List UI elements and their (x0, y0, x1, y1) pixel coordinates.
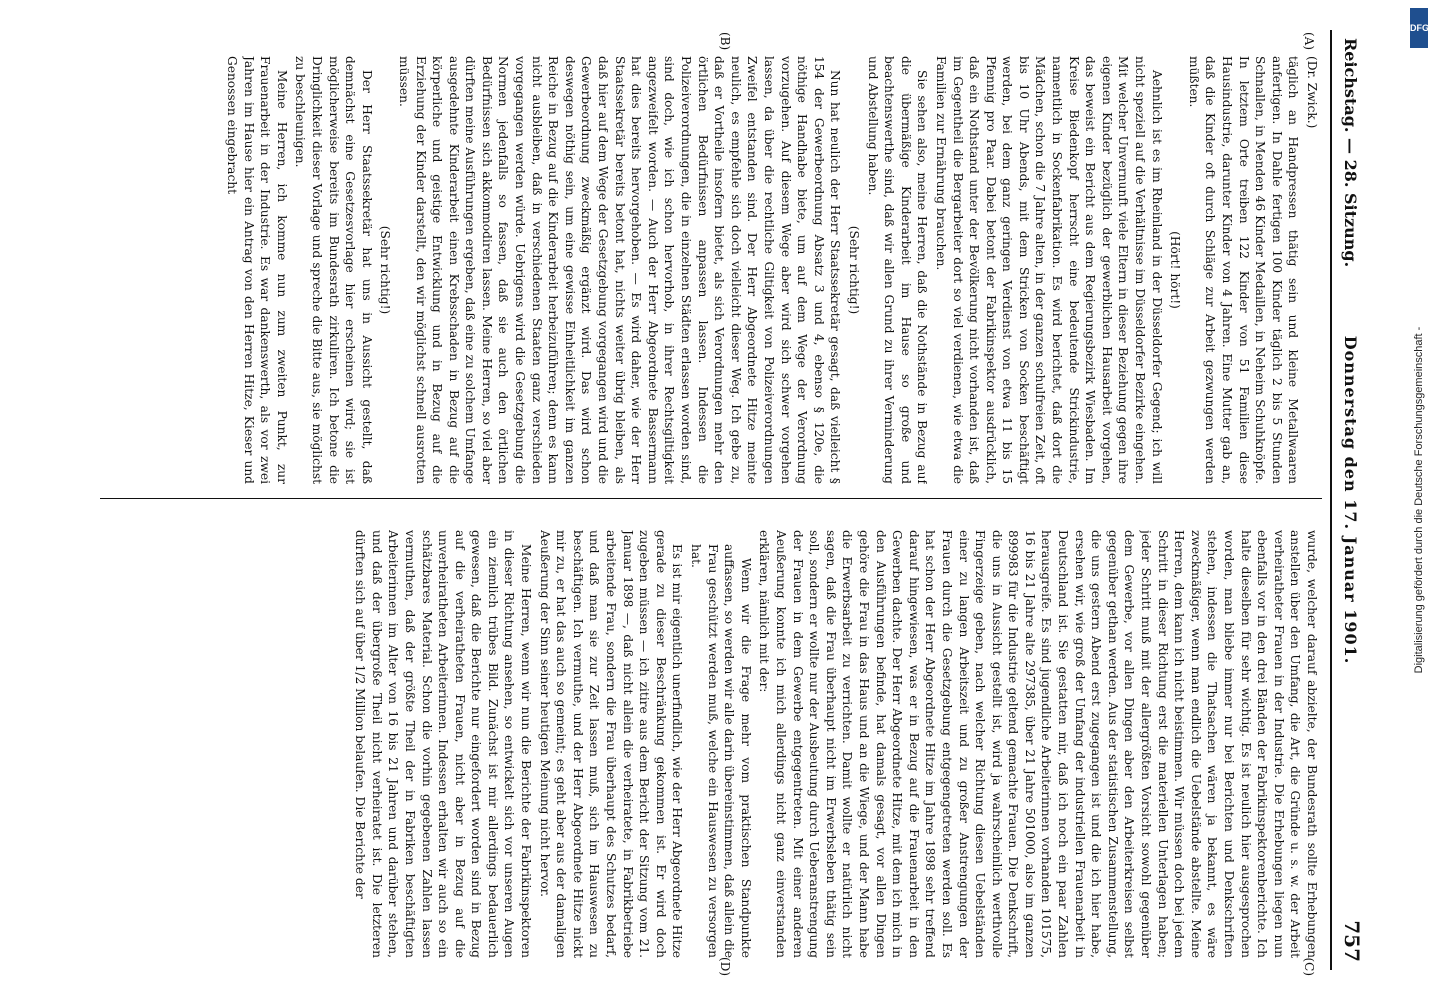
marker-a: (A) (1302, 32, 1316, 51)
running-header (1334, 30, 1364, 970)
paragraph: täglich an Handpressen thätig sein und kleine Metallwaaren anfertigen. In Dahle fertigen 100 Kinder täglich 2 bis 5 Stunden Schnallen, in Menden 46 Kinder Medaillen, in Neheim Schuhknöpfe. In letztem Orte treiben 122 Kinder von 51 Familien diese Hausindustrie, darunter Kinder von 4 Jahren. Eine Mutter gab an, daß die Kinder oft durch Schläge zur Arbeit gezwungen werden müßten. (1186, 56, 1301, 484)
paragraph: Nun hat neulich der Herr Staatssekretär gesagt, daß vielleicht § 154 der Gewerbeordnung Absatz 3 und 4, ebenso § 120e, die nöthige Handhabe biete, um auf dem Wege der Verordnung vorzugehen. Auf diesem Wege aber wird sich schwer vorgehen lassen, da über die rechtliche Giltigkeit von Polizeiverordnungen Zweifel entstanden sind. Der Herr Abgeordnete Hitze meinte neulich, es empfehle sich doch vielleicht dieser Weg. Ich gebe zu, daß er Vortheile insofern bietet, als sich Verordnungen mehr den örtlichen Bedürfnissen anpassen lassen. Indessen die Polizeiverordnungen, die in einzelnen Städten erlassen worden sind, sind doch, wie ich schon hervorhob, in ihrer Rechtsgiltigkeit angezweifelt worden. — Auch der Herr Abgeordnete Bassermann hat dies bereits hervorgehoben. — Es wird daher, wie der Herr Staatssekretär bereits betont hat, nichts weiter übrig bleiben, als daß hier auf dem Wege der Gesetzgebung vorgegangen wird und die Gewerbeordnung zweckmäßig ergänzt wird. Das wird schon deswegen nöthig sein, um eine gewisse Einheitlichkeit im ganzen Reiche in Bezug auf die Kinderarbeit herbeizuführen; denn es kann nicht ausbleiben, daß in verschiedenen Staaten ganz verschieden vorgegangen werden würde. Uebrigens wird die Gesetzgebung die Normen jedenfalls so fassen, daß sie auch den örtlichen Bedürfnissen sich akkommodiren lassen. Meine Herren, so viel aber dürften meine Ausführungen ergeben, daß eine zu solchem Umfange ausgedehnte Kinderarbeit einen Krebsschaden in Bezug auf die körperliche und geistige Entwicklung und in Bezug auf die Erziehung der Kinder darstellt, den wir möglichst schnell ausrotten müssen. (396, 56, 843, 484)
dfg-logo: DFG (1410, 8, 1428, 48)
left-column (100, 56, 1320, 484)
paragraph: Meine Herren, ich komme nun zum zweiten Punkt, zur Frauenarbeit in der Industrie. Es war dankenswerth, als vor zwei Jahren im Hause hier ein Antrag von den Herren Hitze, Kieser und Genossen eingebracht (225, 56, 289, 484)
page-number: 757 (1340, 920, 1364, 962)
interjection: (Hört! hört!) (1168, 231, 1183, 309)
marker-b: (B) (718, 32, 732, 51)
column-separator (100, 498, 1322, 499)
paragraph: wurde, welcher darauf abzielte, der Bundesrath sollte Erhebungen anstellen über den Umfang, die Art, die Gründe u. s. w. der Arbeit verheiratheter Frauen in der Industrie. Die Erhebungen liegen nun ebenfalls vor in den drei Bänden der Fabrikinspektorenberichte. Ich halte dieselben für sehr wichtig. Es ist neulich hier ausgesprochen worden, man bliebe immer nur bei Berichten und Denkschriften stehen, indessen die Thatsachen wären ja bekannt, es wäre zweckmäßiger, wenn man endlich die Uebelstände abstellte. Meine Herren, dem kann ich nicht beistimmen. Wir müssen doch bei jedem Schritt in dieser Richtung erst die materiellen Unterlagen haben; jeder Schritt muß mit der allergrößten Vorsicht sowohl gegenüber dem Gewerbe, vor allen Dingen aber den Arbeiterkreisen selbst gegenüber gethan werden. Aus der statistischen Zusammenstellung, die uns gestern Abend erst zugegangen ist und die ich hier habe, ersehen wir, wie groß der Umfang der industriellen Frauenarbeit in Deutschland ist. Sie gestatten mir, daß ich noch ein paar Zahlen herausgreife. Es sind jugendliche Arbeiterinnen vorhanden 101575, 16 bis 21 Jahre alte 297385, über 21 Jahre 501000, also im ganzen 899983 für die Industrie geltend gemachte Frauen. Die Denkschrift, die uns in Aussicht gestellt ist, wird ja wahrscheinlich werthvolle Fingerzeige geben, nach welcher Richtung diesen Uebelständen einer zu langen Arbeitszeit und zu großer Anstrengungen der Frauen durch die Gesetzgebung entgegengetreten werden soll. Es hat schon der Herr Abgeordnete Hitze im Jahre 1898 sehr treffend darauf hingewiesen, was er in Bezug auf die Frauenarbeit in den Gewerben dachte. Der Herr Abgeordnete Hitze, mit dem ich mich in den Ausführungen befinde, hat damals gesagt, vor allen Dingen gehöre die Frau in das Haus und an die Wiege, und der Mann habe die Erwerbsarbeit zu verrichten. Damit wollte er natürlich nicht sagen, daß die Frau überhaupt nicht im Erwerbsleben thätig sein soll, sondern er wollte nur der Ausbeutung durch Ueberanstrengung der Frauen in dem Gewerbe entgegentreten. Mit einer anderen Aeußerung konnte ich mich allerdings nicht ganz einverstanden erklären, nämlich mit der: (757, 530, 1319, 958)
paragraph: Der Herr Staatssekretär hat uns in Aussicht gestellt, daß demnächst eine Gesetzesvorlage hier erscheinen wird; sie ist möglicherweise bereits im Bundesrath zirkuliren. Ich betone die Dringlichkeit dieser Vorlage und spreche die Bitte aus, sie möglichst zu beschleunigen. (293, 56, 374, 484)
speaker-tag: (Dr. Zwick.) (1305, 56, 1319, 129)
interjection: (Sehr richtig!) (846, 225, 861, 315)
header-rule (1330, 30, 1332, 970)
interjection: (Sehr richtig!) (378, 225, 393, 315)
digitization-credit (1408, 8, 1430, 992)
header-left: Reichstag. — 28. Sitzung. (1341, 38, 1360, 268)
marker-c: (C) (1302, 957, 1316, 976)
right-column (100, 530, 1320, 958)
marker-d: (D) (718, 957, 732, 976)
paragraph: Sie sehen also, meine Herren, daß die Nothstände in Bezug auf die übermäßige Kinderarbeit im Hause so große und beachtenswerthe sind, daß wir allen Grund zu ihrer Verminderung und Abstellung haben. (865, 56, 930, 484)
header-date: Donnerstag den 17. Januar 1901. (1341, 335, 1360, 665)
paragraph: Aehnlich ist es im Rheinland in der Düsseldorfer Gegend; ich will nicht speziell auf die Verhältnisse im Düsseldorfer Bezirke eingehen. Mit welcher Unvernunft viele Eltern in dieser Beziehung gegen ihre eigenen Kinder bezüglich der gewerblichen Hausarbeit vorgehen, das beweist ein Bericht aus dem Regierungsbezirk Wiesbaden. Im Kreise Biedenkopf herrscht eine bedeutende Strickindustrie, namentlich in Sockenfabrikation. Es wird berichtet, daß dort die Mädchen, schon die 7 Jahre alten, in der ganzen schulfreien Zeit, oft bis 10 Uhr Abends, mit dem Stricken von Socken beschäftigt werden, bei dem ganz geringen Verdienst von etwa 11 bis 15 Pfennig pro Paar. Dabei betont der Fabrikinspektor ausdrücklich, daß ein Nothstand unter der Bevölkerung nicht vorhanden ist, daß im Gegentheil die Bergarbeiter dort so viel verdienen, wie etwa die Familien zur Ernährung brauchen. (933, 56, 1164, 484)
paragraph: Es ist mir eigentlich unerfindlich, wie der Herr Abgeordnete Hitze gerade zu dieser Beschränkung gekommen ist. Er wird doch zugeben müssen — ich zitire aus dem Bericht der Sitzung vom 21. Januar 1898 —, daß nicht allein die verheiratete, in Fabrikbetriebe arbeitende Frau, sondern die Frau überhaupt des Schutzes bedarf, und daß man sie zur Zeit lassen muß, sich im Hauswesen zu beschäftigen. Ich vermuthe, und der Herr Abgeordnete Hitze nickt mir zu, er hat das auch so gemeint; es geht aber aus der damaligen Aeußerung der Sinn seiner heutigen Meinung nicht hervor. (537, 530, 685, 958)
credit-label: Digitalisierung gefördert durch die Deutsche Forschungsgemeinschaft - (1413, 326, 1425, 674)
scanned-page (80, 30, 1372, 976)
block-quote: Wenn wir die Frage mehr vom praktischen Standpunkte auffassen, so werden wir alle darin übereinstimmen, daß allein die Frau geschützt werden muß, welche ein Hauswesen zu versorgen hat. (689, 544, 753, 958)
paragraph: Meine Herren, wenn wir nun die Berichte der Fabrikinspektoren in dieser Richtung ansehen, so entwickelt sich vor unseren Augen ein ziemlich trübes Bild. Zunächst ist mir allerdings bedauerlich gewesen, daß die Berichte nur eingefordert worden sind in Bezug auf die verheiratheten Frauen, nicht aber in Bezug auf die unverheiratheten Arbeiterinnen. Indessen erhalten wir auch so ein schätzbares Material. Schon die vorhin gegebenen Zahlen lassen vermuthen, daß der größte Theil der in Fabriken beschäftigten Arbeiterinnen im Alter von 16 bis 21 Jahren und darüber stehen, und daß der übergroße Theil nicht verheiratet ist. Die letzteren dürften sich auf über 1/2 Million belaufen. Die Berichte der (353, 530, 534, 958)
rotated-page-content (80, 30, 1372, 976)
